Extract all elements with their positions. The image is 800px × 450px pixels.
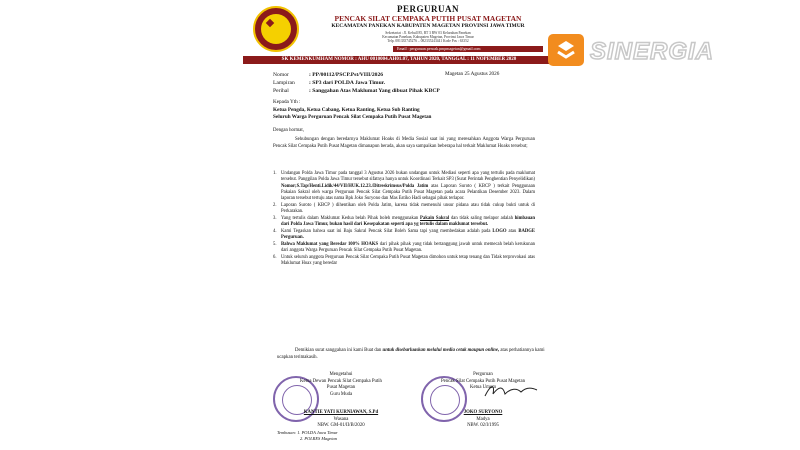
signatory-nbw: NBW. GM-01/II/B/2020: [317, 423, 365, 428]
list-item: [273, 216, 535, 229]
tembusan-block: [277, 430, 338, 442]
closing-text: atas perhatiannya kami ucapkan terimakasih.: [277, 348, 545, 360]
perihal-label: Perihal: [273, 88, 289, 94]
item-number: 2.: [273, 202, 277, 208]
closing-text-emphasis: untuk disebarluaskan melalui media cetak maupun online,: [382, 348, 500, 353]
letterhead-kecamatan: KECAMATAN PANEKAN KABUPATEN MAGETAN PROVINSI JAWA TIMUR: [331, 23, 525, 29]
letter-document: [243, 0, 555, 450]
recipient-line: Ketua Pengda, Ketua Cabang, Ketua Ranting, Ketua Sub Ranting: [273, 106, 420, 113]
item-number: 4.: [273, 228, 277, 234]
item-text-bold: Bahwa Maklumat yang Beredar 100% HOAKS: [281, 241, 379, 247]
signatory-name: KANTIE YATI KURNIAWAN, S.Pd: [303, 410, 379, 415]
tembusan-line: 2. POLRES Magetan: [300, 436, 337, 441]
list-item: [273, 229, 535, 242]
item-text-underlined: Pakain Sakral: [420, 215, 450, 221]
item-text: atau: [508, 228, 517, 234]
intro-paragraph: Sehubungan dengan beredarnya Maklumat Hoaks di Media Sosial saat ini yang meresahkan Anggota Warga Perguruan Pencak Silat Cempaka Putih Pusat Magetan dimanapun berada, akan saya sampaikan beberapa hal terkait Maklumat Hoaks tersebut;: [273, 137, 535, 149]
item-text: Undangan Polda Jawa Timur pada tanggal 3 Agustus 2026 bukan undangan untuk Mediasi seperti apa yang tertulis pada maklumat tersebut. Panggilan Polda Jawa Timur tersebut sifatnya hanya untuk Koordinasi Terkait SP3 (Surat Perintah Penghentian Penyelidikan): [281, 171, 535, 183]
closing-paragraph: [277, 348, 547, 361]
recipient-block: [273, 99, 431, 122]
signatory-name: JOKO SURYONO: [463, 410, 503, 415]
list-item: [273, 171, 535, 202]
sign-line: Mengetahui: [329, 372, 353, 377]
organization-emblem-icon: [253, 6, 299, 52]
sign-line: Pusat Magetan: [326, 385, 356, 390]
closing-text: Demikian surat sanggahan ini kami Buat dan: [295, 348, 382, 353]
item-text: Untuk seluruh anggota Perguruan Pencak Silat Cempaka Putih Pusat Magetan dimohon untuk tetap tenang dan Tidak terprovokasi atas Maklumat Hoax yang beredar: [281, 254, 535, 267]
points-list: [273, 171, 535, 268]
list-item: [273, 203, 535, 216]
item-text: atas Laporan Suroto ( KBCP ) terkait Penggunaan Pakaian Sakral oleh warga Perguruan Pencak Silat Cempaka Putih Pusat Magetan pada acara Pelantikan Desember 2023. Dalam laporan tersebut tertuju atas nama Bpk Joko Suryono dan Mas Estiko Hadi sebagai pihak terlapor.: [281, 183, 536, 202]
list-item: [273, 242, 535, 255]
item-number: 3.: [273, 215, 277, 221]
address-line: Telp. 081335745276 – 082335243441 Kode Pos : 63352: [387, 39, 469, 44]
item-number: 1.: [273, 171, 277, 176]
recipient-intro: Kepada Yth :: [273, 99, 301, 105]
letterhead-email: Email : perguruan.pencak.pmpmagetan@gmail.com: [393, 46, 543, 52]
signatory-rank: Madya: [476, 416, 490, 422]
list-item: [273, 255, 535, 268]
sign-line: Perguruan: [473, 372, 493, 377]
letter-meta: [273, 71, 440, 95]
recipient-line: Seluruh Warga Perguruan Pencak Silat Cempaka Putih Pusat Magetan: [273, 114, 432, 120]
item-text: dan tidak saling melapor adalah: [450, 215, 513, 221]
item-number: 6.: [273, 254, 277, 260]
letterhead-perguruan: PERGURUAN: [397, 4, 459, 14]
address-line: Kecamatan Panekan, Kabupaten Magetan, Provinsi Jawa Timur: [382, 35, 474, 40]
lampiran-label: Lampiran: [273, 80, 295, 86]
letterhead-name: PENCAK SILAT CEMPAKA PUTIH PUSAT MAGETAN: [334, 14, 522, 23]
item-text: Kami Tegaskan bahwa saat ini Baju Sakral Pencak Silat Boleh Sama tapi yang membedakan adalah pada: [281, 228, 491, 234]
left-signature-block: [271, 372, 411, 430]
item-text: dari pihak pihak yang tidak bertanggung jawab untuk memecah belah kerukunan dari anggota Warga Perguruan Pencak Silat Cempaka Putih Pusat Magetan.: [281, 241, 536, 254]
salutation: Dengan hormat,: [273, 128, 304, 133]
signatory-nbw: NBW. 02/I/1995: [467, 423, 499, 428]
address-line: Sekretariat : Jl. Kebull 85, RT 3 RW 03 Kelurahan Panekan: [385, 31, 471, 35]
nomor-label: Nomor: [273, 72, 289, 78]
lampiran-value: : SP3 dari POLDA Jawa Timur.: [309, 80, 386, 86]
tembusan-line: Tembusan: 1. POLDA Jawa Timur: [277, 430, 338, 435]
sign-line: Ketua Dewan Pencak Silat Cempaka Putih: [300, 378, 382, 384]
nomor-value: : PP/00112/PSCP.Pst/VIII/2026: [309, 72, 384, 78]
item-text: Yang tertulis dalam Maklumat Kedua belah Pihak boleh menggunakan: [281, 215, 419, 221]
perihal-value: : Sanggahan Atas Maklumat Yang dibuat Pihak KBCP: [309, 88, 440, 94]
sinergia-watermark: SINERGIA: [590, 38, 715, 65]
letterhead-address: [303, 31, 553, 44]
right-signature-block: [413, 372, 553, 430]
sk-registration-bar: SK KEMENKUMHAM NOMOR : AHU 0010004.AH01.07, TAHUN 2020, TANGGAL : 11 NOPEMBER 2020: [243, 56, 555, 64]
sinergia-logo-icon: [548, 34, 584, 66]
signatory-rank: Wasana: [333, 416, 349, 422]
item-text-bold: Nomor;S.Tap/Henti.Lidik/44/VII/HUK.12.23./Ditreskrimsus/Polda Jatim: [281, 183, 429, 189]
item-number: 5.: [273, 241, 277, 247]
sign-line: Guru Muda: [329, 391, 353, 397]
sign-line: Ketua Umum: [470, 385, 496, 390]
item-text-bold: BADGE Perguruan.: [281, 228, 536, 241]
letter-date: Magetan 25 Agustus 2026: [445, 71, 500, 77]
item-text: Laporan Suroto ( KBCP ) dihentikan oleh Polda Jatim, karena tidak memenuhi unsur pidana atau tidak cukup bukti untuk di Perkarakan.: [281, 202, 535, 215]
item-text-bold: himbauan dari Polda Jawa Timur, bukan hasil dari Kesepakatan seperti apa yg tertulis dalam maklumat tersebut.: [281, 215, 536, 228]
item-text-bold: LOGO: [492, 228, 507, 234]
sign-line: Pencak Silat Cempaka Putih Pusat Magetan: [440, 378, 526, 384]
